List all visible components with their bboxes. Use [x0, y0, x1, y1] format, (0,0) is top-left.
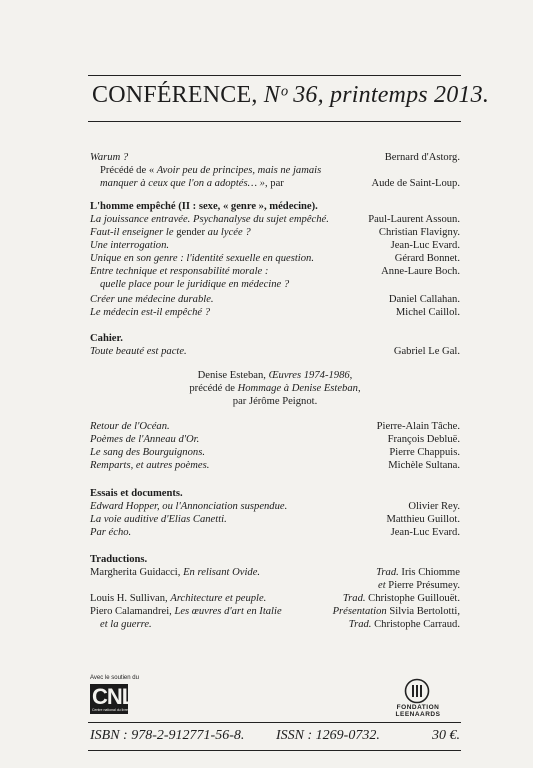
toc-translator	[378, 579, 460, 592]
toc-author: Olivier Rey.	[408, 501, 460, 512]
center-line	[90, 382, 460, 395]
toc-row	[90, 579, 460, 592]
translator-name: Pierre Présumey.	[385, 580, 460, 591]
fondation-name	[380, 704, 456, 718]
toc-title: Unique en son genre : l'identité sexuelle en question.	[90, 253, 314, 264]
toc-title-italic: Faut-il enseigner le	[90, 227, 177, 238]
toc-title: Une interrogation.	[90, 240, 170, 251]
toc-translator	[376, 566, 460, 579]
toc-author-left: Louis H. Sullivan,	[90, 593, 171, 604]
toc-author: Jean-Luc Evard.	[390, 527, 460, 538]
toc-translator	[343, 592, 460, 605]
toc-author: Pierre-Alain Tâche.	[376, 421, 460, 432]
cnl-logo	[90, 684, 135, 714]
toc-author: Pierre Chappuis.	[389, 447, 460, 458]
toc-row	[90, 420, 460, 433]
toc-title-italic: Avoir peu de principes, mais ne jamais	[156, 165, 322, 176]
toc-title: Poèmes de l'Anneau d'Or.	[90, 434, 200, 445]
toc-title: Toute beauté est pacte.	[90, 346, 187, 357]
toc-title: La jouissance entravée. Psychanalyse du sujet empêché.	[90, 214, 329, 225]
toc-author: Christian Flavigny.	[378, 227, 460, 238]
section-heading-text: Cahier.	[90, 333, 123, 344]
toc-title-italic: En relisant Ovide.	[183, 567, 261, 578]
footer-bottom-rule	[88, 750, 461, 751]
issn: ISSN : 1269-0732.	[276, 728, 380, 743]
toc-author: Anne-Laure Boch.	[381, 266, 460, 277]
top-rule	[88, 75, 461, 76]
toc-title	[90, 592, 266, 605]
toc-title: quelle place pour le juridique en médecine ?	[100, 279, 290, 290]
toc-title: La voie auditive d'Elias Canetti.	[90, 514, 227, 525]
section-heading-text: L'homme empêché (II : sexe, « genre », médecine).	[90, 201, 318, 212]
section-heading-text: Traductions.	[90, 554, 148, 565]
toc-row	[90, 526, 460, 539]
center-text: par Jérôme Peignot.	[232, 396, 318, 407]
fondation-name-line: LEENAARDS	[395, 711, 441, 718]
center-text: ,	[357, 383, 361, 394]
toc-title-italic: Les œuvres d'art en Italie	[174, 606, 282, 617]
toc-title-suffix: , par	[264, 178, 284, 189]
toc-translator	[333, 605, 460, 618]
isbn: ISBN : 978-2-912771-56-8.	[90, 728, 245, 743]
toc-author: Paul-Laurent Assoun.	[368, 214, 460, 225]
toc-title: Le médecin est-il empêché ?	[90, 307, 211, 318]
toc-row	[90, 433, 460, 446]
toc-title-italic: au lycée ?	[205, 227, 251, 238]
center-line	[90, 369, 460, 382]
toc-row	[90, 459, 460, 472]
toc-row	[90, 164, 460, 177]
journal-title	[92, 82, 490, 109]
translator-name: Christophe Carraud.	[371, 619, 460, 630]
toc-author: Daniel Callahan.	[388, 294, 460, 305]
center-text: précédé de	[189, 383, 238, 394]
journal-issue: Nᵒ 36, printemps 2013.	[263, 82, 490, 108]
toc-row	[90, 345, 460, 358]
isbn-row	[90, 727, 460, 745]
translator-role: et	[378, 580, 386, 591]
toc-title-italic: manquer à ceux que l'on a adoptés… »	[100, 178, 265, 189]
section-heading	[90, 200, 460, 213]
translator-role: Trad.	[376, 567, 399, 578]
toc-row	[90, 566, 460, 579]
bottom-title-rule	[88, 121, 461, 122]
toc-title: Remparts, et autres poèmes.	[90, 460, 210, 471]
toc-row	[90, 151, 460, 164]
toc-title: Retour de l'Océan.	[90, 421, 170, 432]
toc-author: Michèle Sultana.	[388, 460, 460, 471]
cnl-logo-text: CNL	[92, 684, 135, 709]
toc-title: Créer une médecine durable.	[90, 294, 214, 305]
footer-top-rule	[88, 722, 461, 723]
toc-row	[90, 293, 460, 306]
toc-title: Warum ?	[90, 152, 129, 163]
toc-title: Entre technique et responsabilité morale :	[90, 266, 269, 277]
toc-row	[90, 513, 460, 526]
center-text: Denise Esteban,	[197, 370, 269, 381]
center-text-italic: Œuvres 1974-1986	[268, 370, 350, 381]
toc-translator	[349, 618, 460, 631]
toc-title-roman: gender	[176, 227, 206, 238]
toc-row	[90, 177, 460, 190]
center-text-italic: Hommage à Denise Esteban	[237, 383, 358, 394]
toc-title	[90, 566, 260, 579]
translator-name: Silvia Bertolotti,	[386, 606, 460, 617]
toc-row	[90, 278, 460, 291]
toc-row	[90, 500, 460, 513]
toc-title	[90, 226, 251, 239]
journal-name: CONFÉRENCE,	[92, 82, 258, 108]
cnl-caption: Avec le soutien du	[90, 675, 139, 681]
toc-row	[90, 226, 460, 239]
toc-title-prefix: Précédé de «	[100, 165, 157, 176]
toc-row	[90, 592, 460, 605]
toc-row	[90, 252, 460, 265]
toc-title	[90, 164, 321, 177]
toc-author-left: Piero Calamandrei,	[90, 606, 175, 617]
toc-row	[90, 306, 460, 319]
toc-row	[90, 605, 460, 618]
toc-row	[90, 618, 460, 631]
translator-role: Présentation	[332, 606, 387, 617]
toc-title: et la guerre.	[100, 619, 152, 630]
toc-row	[90, 446, 460, 459]
toc-author: Matthieu Guillot.	[386, 514, 460, 525]
toc-author: François Debluë.	[387, 434, 460, 445]
toc-author: Aude de Saint-Loup.	[371, 178, 460, 189]
toc-title: Par écho.	[90, 527, 132, 538]
toc-title: Edward Hopper, ou l'Annonciation suspendue.	[90, 501, 288, 512]
toc-author: Michel Caillol.	[395, 307, 460, 318]
toc-author: Gérard Bonnet.	[394, 253, 460, 264]
price: 30 €.	[432, 728, 460, 743]
toc-author: Jean-Luc Evard.	[390, 240, 460, 251]
toc-author: Gabriel Le Gal.	[393, 346, 460, 357]
toc-title-italic: Architecture et peuple.	[170, 593, 267, 604]
toc-title	[90, 605, 282, 618]
center-text: ,	[349, 370, 353, 381]
section-heading	[90, 332, 460, 345]
toc-row	[90, 213, 460, 226]
section-heading-text: Essais et documents.	[90, 488, 183, 499]
toc-author: Bernard d'Astorg.	[384, 152, 460, 163]
cnl-logo-subtext: Centre national du livre	[92, 708, 128, 712]
toc-row	[90, 239, 460, 252]
toc-row	[90, 265, 460, 278]
section-heading	[90, 487, 460, 500]
translator-role: Trad.	[342, 593, 366, 604]
toc-title: Le sang des Bourguignons.	[90, 447, 205, 458]
section-heading	[90, 553, 460, 566]
fondation-name-line: FONDATION	[396, 704, 440, 711]
center-line	[90, 395, 460, 408]
translator-name: Iris Chiomme	[398, 567, 460, 578]
translator-name: Christophe Guillouët.	[365, 593, 460, 604]
translator-role: Trad.	[348, 619, 372, 630]
toc-title	[90, 177, 284, 190]
fondation-logo-icon	[404, 678, 430, 704]
toc-author-left: Margherita Guidacci,	[90, 567, 184, 578]
